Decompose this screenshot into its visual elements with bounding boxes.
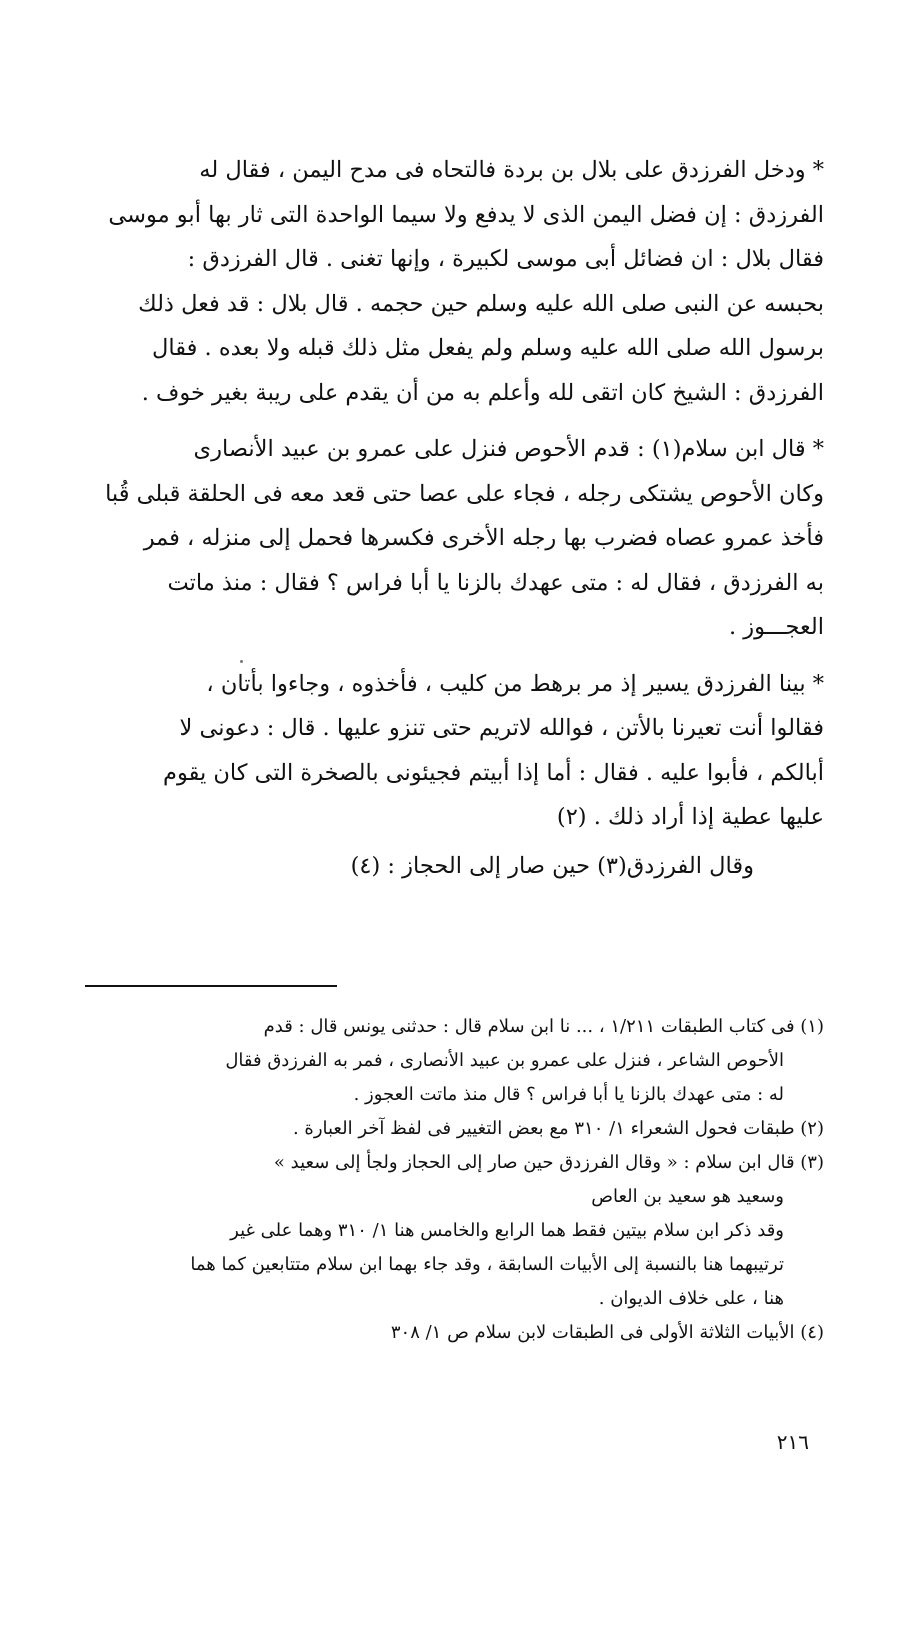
footnote-line: وقد ذكر ابن سلام بيتين فقط هما الرابع والخامس هنا ١/ ٣١٠ وهما على غير <box>230 1220 784 1241</box>
footnote-line: (٣) قال ابن سلام : « وقال الفرزدق حين صار إلى الحجاز ولجأ إلى سعيد » <box>273 1152 824 1173</box>
paragraph-bilal <box>82 148 824 415</box>
footnote-line: (٢) طبقات فحول الشعراء ١/ ٣١٠ مع بعض التغيير فى لفظ آخر العبارة . <box>292 1118 824 1139</box>
text-line: فقال بلال : ان فضائل أبى موسى لكبيرة ، وإنها تغنى . قال الفرزدق : <box>187 246 824 272</box>
text-line: * بينا الفرزدق يسير إذ مر برهط من كليب ، فأخذوه ، وجاءوا بأتان ، <box>206 670 824 697</box>
text-line: الفرزدق : إن فضل اليمن الذى لا يدفع ولا سيما الواحدة التى ثار بها أبو موسى <box>108 201 824 228</box>
footnote-1 <box>72 1010 824 1112</box>
text-line: فقالوا أنت تعيرنا بالأتن ، فوالله لاتريم حتى تنزو عليها . قال : دعونى لا <box>179 715 824 741</box>
text-line: * ودخل الفرزدق على بلال بن بردة فالتحاه فى مدح اليمن ، فقال له <box>199 157 824 183</box>
footnote-line: هنا ، على خلاف الديوان . <box>598 1288 784 1309</box>
page-number: ٢١٦ <box>776 1430 809 1454</box>
text-line: وكان الأحوص يشتكى رجله ، فجاء على عصا حتى قعد معه فى الحلقة قبلى قُبا <box>105 480 824 507</box>
footnote-3 <box>72 1146 824 1316</box>
verse-intro: وقال الفرزدق(٣) حين صار إلى الحجاز : (٤) <box>350 852 754 879</box>
footnote-4 <box>72 1316 824 1350</box>
text-line: الفرزدق : الشيخ كان اتقى لله وأعلم به من أن يقدم على ريبة بغير خوف . <box>141 379 824 406</box>
footnote-line: وسعيد هو سعيد بن العاص <box>591 1186 784 1207</box>
footnote-line: (١) فى كتاب الطبقات ١/٢١١ ، ... نا ابن سلام قال : حدثنى يونس قال : قدم <box>263 1016 824 1037</box>
text-line: * قال ابن سلام(١) : قدم الأحوص فنزل على عمرو بن عبيد الأنصارى <box>193 436 824 462</box>
footnote-separator <box>85 985 337 987</box>
text-line: العجـــوز . <box>728 614 824 640</box>
paragraph-kulaib <box>82 662 824 840</box>
text-line: به الفرزدق ، فقال له : متى عهدك بالزنا يا أبا فراس ؟ فقال : منذ ماتت <box>167 569 824 596</box>
footnote-2 <box>72 1112 824 1146</box>
footnotes <box>72 1010 824 1350</box>
text-line: بحبسه عن النبى صلى الله عليه وسلم حين حجمه . قال بلال : قد فعل ذلك <box>138 290 824 317</box>
text-line: عليها عطية إذا أراد ذلك . (٢) <box>556 804 824 830</box>
footnote-line: له : متى عهدك بالزنا يا أبا فراس ؟ قال منذ ماتت العجوز . <box>353 1084 784 1105</box>
print-speck <box>240 660 243 663</box>
paragraph-ahwas <box>82 427 824 650</box>
text-line: أبالكم ، فأبوا عليه . فقال : أما إذا أبيتم فجيئونى بالصخرة التى كان يقوم <box>163 759 824 786</box>
text-line: برسول الله صلى الله عليه وسلم ولم يفعل مثل ذلك قبله ولا بعده . فقال <box>152 335 824 361</box>
footnote-line: (٤) الأبيات الثلاثة الأولى فى الطبقات لابن سلام ص ١/ ٣٠٨ <box>390 1322 824 1343</box>
main-text <box>82 148 824 888</box>
footnote-line: الأحوص الشاعر ، فنزل على عمرو بن عبيد الأنصارى ، فمر به الفرزدق فقال <box>225 1050 784 1071</box>
footnote-line: ترتيبهما هنا بالنسبة إلى الأبيات السابقة ، وقد جاء بهما ابن سلام متتابعين كما هما <box>190 1254 784 1275</box>
text-line: فأخذ عمرو عصاه فضرب بها رجله الأخرى فكسرها فحمل إلى منزله ، فمر <box>143 525 824 551</box>
